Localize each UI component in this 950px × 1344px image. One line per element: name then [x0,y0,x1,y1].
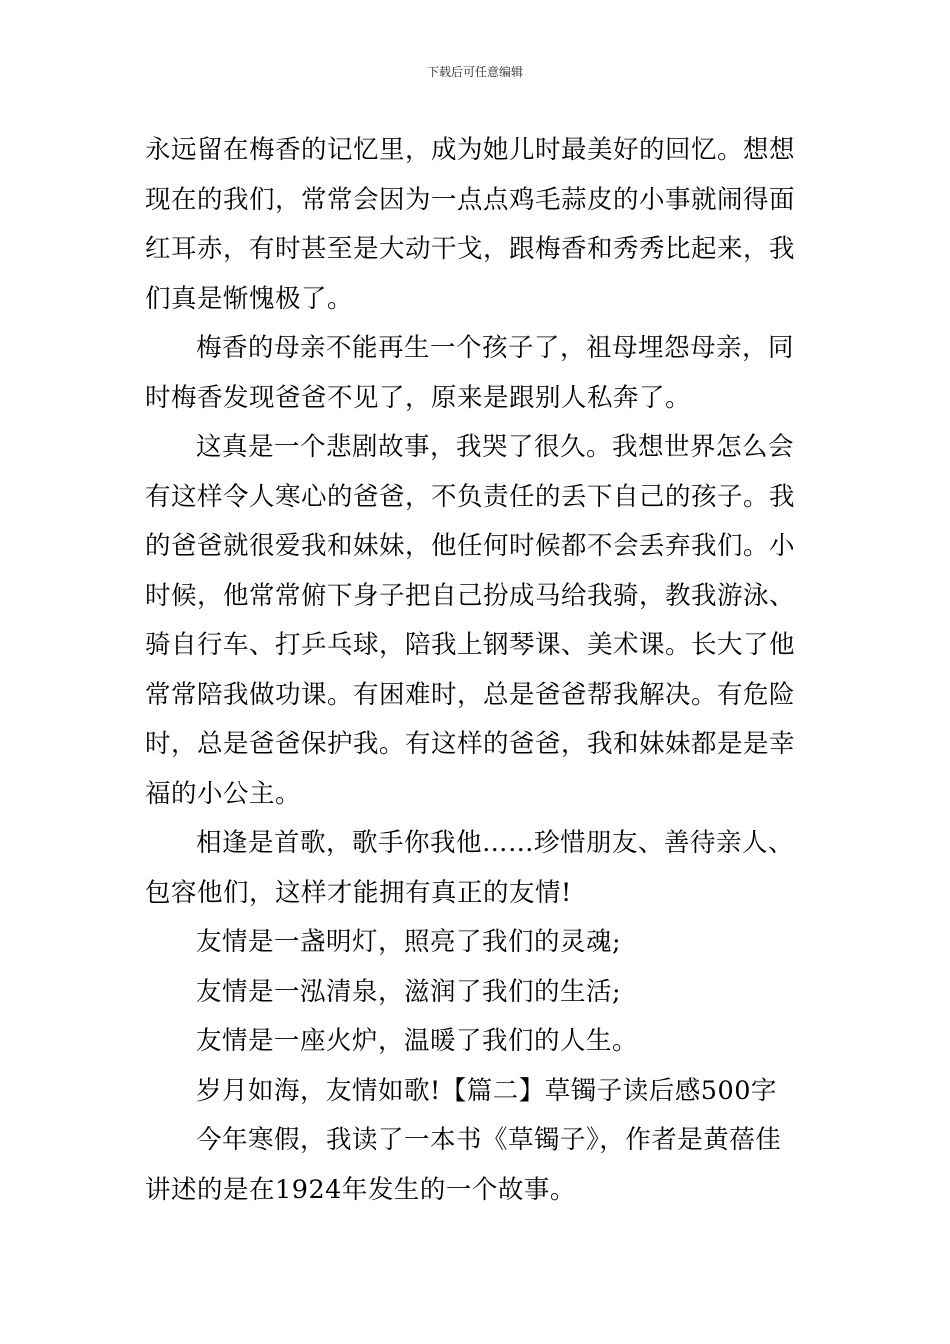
paragraph-3: 这真是一个悲剧故事，我哭了很久。我想世界怎么会有这样令人寒心的爸爸，不负责任的丢下自己的孩子。我的爸爸就很爱我和妹妹，他任何时候都不会丢弃我们。小时候，他常常俯下身子把自己扮成马给我骑，教我游泳、骑自行车、打乒乓球，陪我上钢琴课、美术课。长大了他常常陪我做功课。有困难时，总是爸爸帮我解决。有危险时，总是爸爸保护我。有这样的爸爸，我和妹妹都是是幸福的小公主。 [145,432,796,809]
paragraph-9: 今年寒假，我读了一本书《草镯子》，作者是黄蓓佳讲述的是在1924年发生的一个故事。 [145,1125,782,1205]
paragraph-6: 友情是一泓清泉，滋润了我们的生活; [196,976,622,1007]
paragraph-2: 梅香的母亲不能再生一个孩子了，祖母埋怨母亲，同时梅香发现爸爸不见了，原来是跟别人私奔了。 [145,333,795,413]
page-header: 下载后可任意编辑 [426,65,523,79]
paragraph-5: 友情是一盏明灯，照亮了我们的灵魂; [196,927,622,957]
paragraph-8: 岁月如海，友情如歌!【篇二】草镯子读后感500字 [196,1075,777,1106]
paragraph-1: 永远留在梅香的记忆里，成为她儿时最美好的回忆。想想现在的我们，常常会因为一点点鸡毛蒜皮的小事就闹得面红耳赤，有时甚至是大动干戈，跟梅香和秀秀比起来，我们真是惭愧极了。 [145,135,796,314]
document-body [145,126,807,1215]
paragraph-7: 友情是一座火炉，温暖了我们的人生。 [196,1026,639,1056]
paragraph-4: 相逢是首歌，歌手你我他……珍惜朋友、善待亲人、包容他们，这样才能拥有真正的友情! [145,828,795,908]
